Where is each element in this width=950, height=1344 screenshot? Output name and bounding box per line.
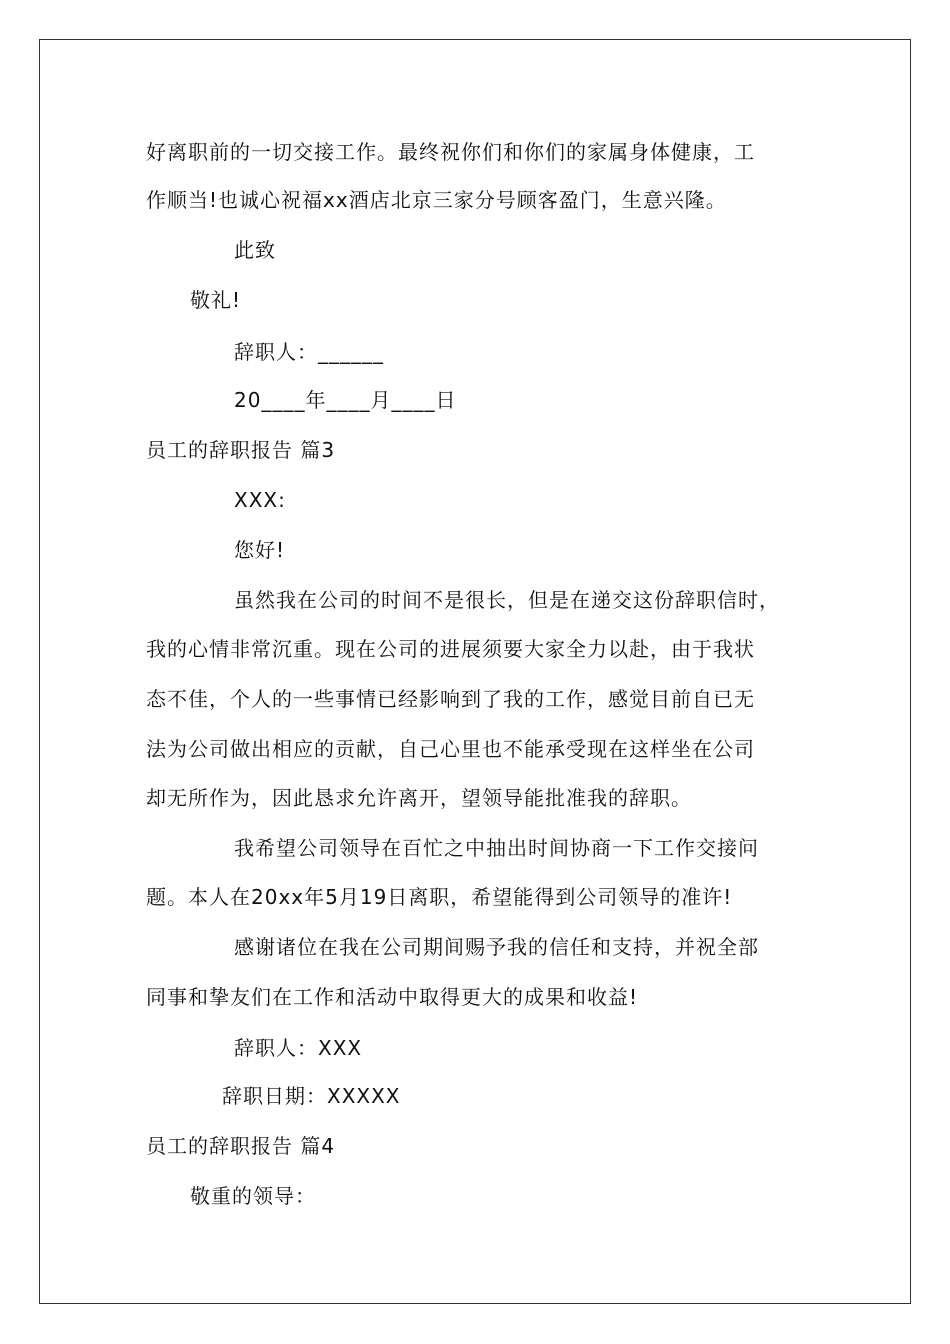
- signature-blank: 辞职人：______: [234, 340, 384, 364]
- page-frame: [39, 39, 911, 1304]
- section-heading-4: 员工的辞职报告 篇4: [146, 1134, 336, 1158]
- signatory: 辞职人：XXX: [234, 1036, 363, 1060]
- section-heading-3: 员工的辞职报告 篇3: [146, 438, 336, 462]
- body-line-1: 好离职前的一切交接工作。最终祝你们和你们的家属身体健康，工: [146, 140, 755, 164]
- paragraph-2-line-1: 我希望公司领导在百忙之中抽出时间协商一下工作交接问: [234, 836, 759, 860]
- greeting: 您好!: [234, 538, 286, 562]
- paragraph-3-line-1: 感谢诸位在我在公司期间赐予我的信任和支持，并祝全部: [234, 935, 759, 959]
- paragraph-1-line-3: 态不佳，个人的一些事情已经影响到了我的工作，感觉目前自已无: [146, 687, 755, 711]
- closing-jing-li: 敬礼!: [190, 288, 242, 312]
- salutation-leader: 敬重的领导：: [190, 1184, 316, 1208]
- paragraph-3-line-2: 同事和挚友们在工作和活动中取得更大的成果和收益!: [146, 985, 639, 1009]
- closing-ci-zhi: 此致: [234, 238, 276, 262]
- date-blank: 20____年____月____日: [234, 388, 457, 412]
- paragraph-1-line-1: 虽然我在公司的时间不是很长，但是在递交这份辞职信时，: [234, 588, 780, 612]
- paragraph-1-line-2: 我的心情非常沉重。现在公司的进展须要大家全力以赴，由于我状: [146, 637, 755, 661]
- resignation-date: 辞职日期：XXXXX: [222, 1084, 401, 1108]
- body-line-2: 作顺当!也诚心祝福xx酒店北京三家分号顾客盈门，生意兴隆。: [146, 188, 727, 212]
- paragraph-1-line-4: 法为公司做出相应的贡献，自己心里也不能承受现在这样坐在公司: [146, 737, 755, 761]
- salutation-xxx: XXX:: [234, 488, 286, 512]
- paragraph-1-line-5: 却无所作为，因此恳求允许离开，望领导能批准我的辞职。: [146, 786, 692, 810]
- paragraph-2-line-2: 题。本人在20xx年5月19日离职，希望能得到公司领导的准许!: [146, 885, 733, 909]
